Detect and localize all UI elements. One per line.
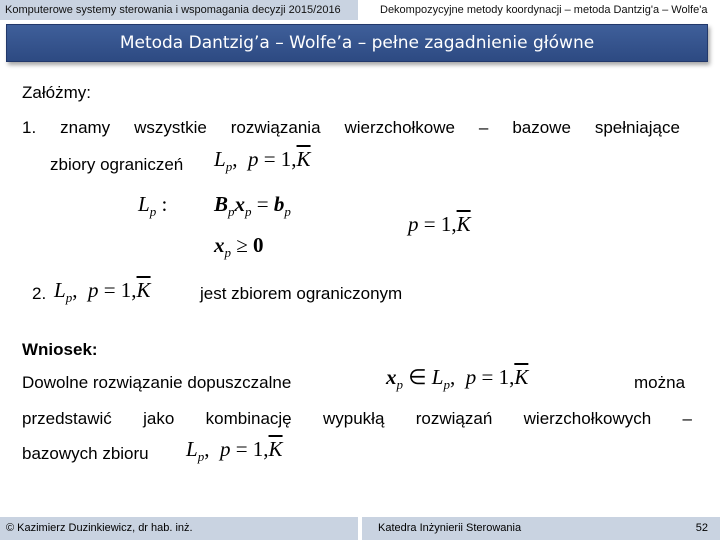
footer-author: © Kazimierz Duzinkiewicz, dr hab. inż. — [0, 517, 358, 540]
constraint-equality: $B_px_p = b_p$ — [214, 192, 291, 219]
item2-text: jest zbiorem ograniczonym — [200, 284, 403, 303]
slide-title: Metoda Dantzig’a – Wolfe’a – pełne zagadnienie główne — [6, 24, 708, 62]
item1-line1: 1. znamy wszystkie rozwiązania wierzchołkowe – bazowe spełniające — [22, 118, 680, 137]
set-lp-range-1: $L_p$, $p = 1,\overline{K}$ — [214, 147, 311, 174]
header-topic: Dekompozycyjne metody koordynacji – metoda Dantzig'a – Wolfe'a — [362, 0, 720, 20]
page-number: 52 — [695, 522, 708, 534]
footer-department-label: Katedra Inżynierii Sterowania — [378, 522, 522, 534]
set-lp-range-3: $L_p$, $p = 1,\overline{K}$ — [186, 437, 283, 464]
constraint-set-label: $L_p$ : — [138, 192, 168, 219]
index-range: $p = 1,\overline{K}$ — [408, 212, 471, 236]
set-lp-range-2: $L_p$, $p = 1,\overline{K}$ — [54, 278, 151, 305]
conclusion-line3: bazowych zbioru — [22, 444, 149, 463]
constraint-nonnegativity: $x_p \ge 0$ — [214, 233, 264, 260]
conclusion-label: Wniosek: — [22, 340, 98, 359]
header-course: Komputerowe systemy sterowania i wspomagania decyzji 2015/2016 — [0, 0, 358, 20]
footer-department — [362, 517, 720, 540]
conclusion-line2: przedstawić jako kombinację wypukłą rozwiązań wierzchołkowych – — [22, 409, 692, 428]
item2-prefix: 2. — [32, 284, 47, 303]
assume-label: Załóżmy: — [22, 83, 91, 102]
membership-formula: $x_p$ ∈ $L_p$, $p = 1,\overline{K}$ — [386, 365, 529, 392]
conclusion-line1-end: można — [634, 373, 686, 392]
item1-line2: zbiory ograniczeń — [50, 155, 184, 174]
conclusion-line1: Dowolne rozwiązanie dopuszczalne — [22, 373, 292, 392]
